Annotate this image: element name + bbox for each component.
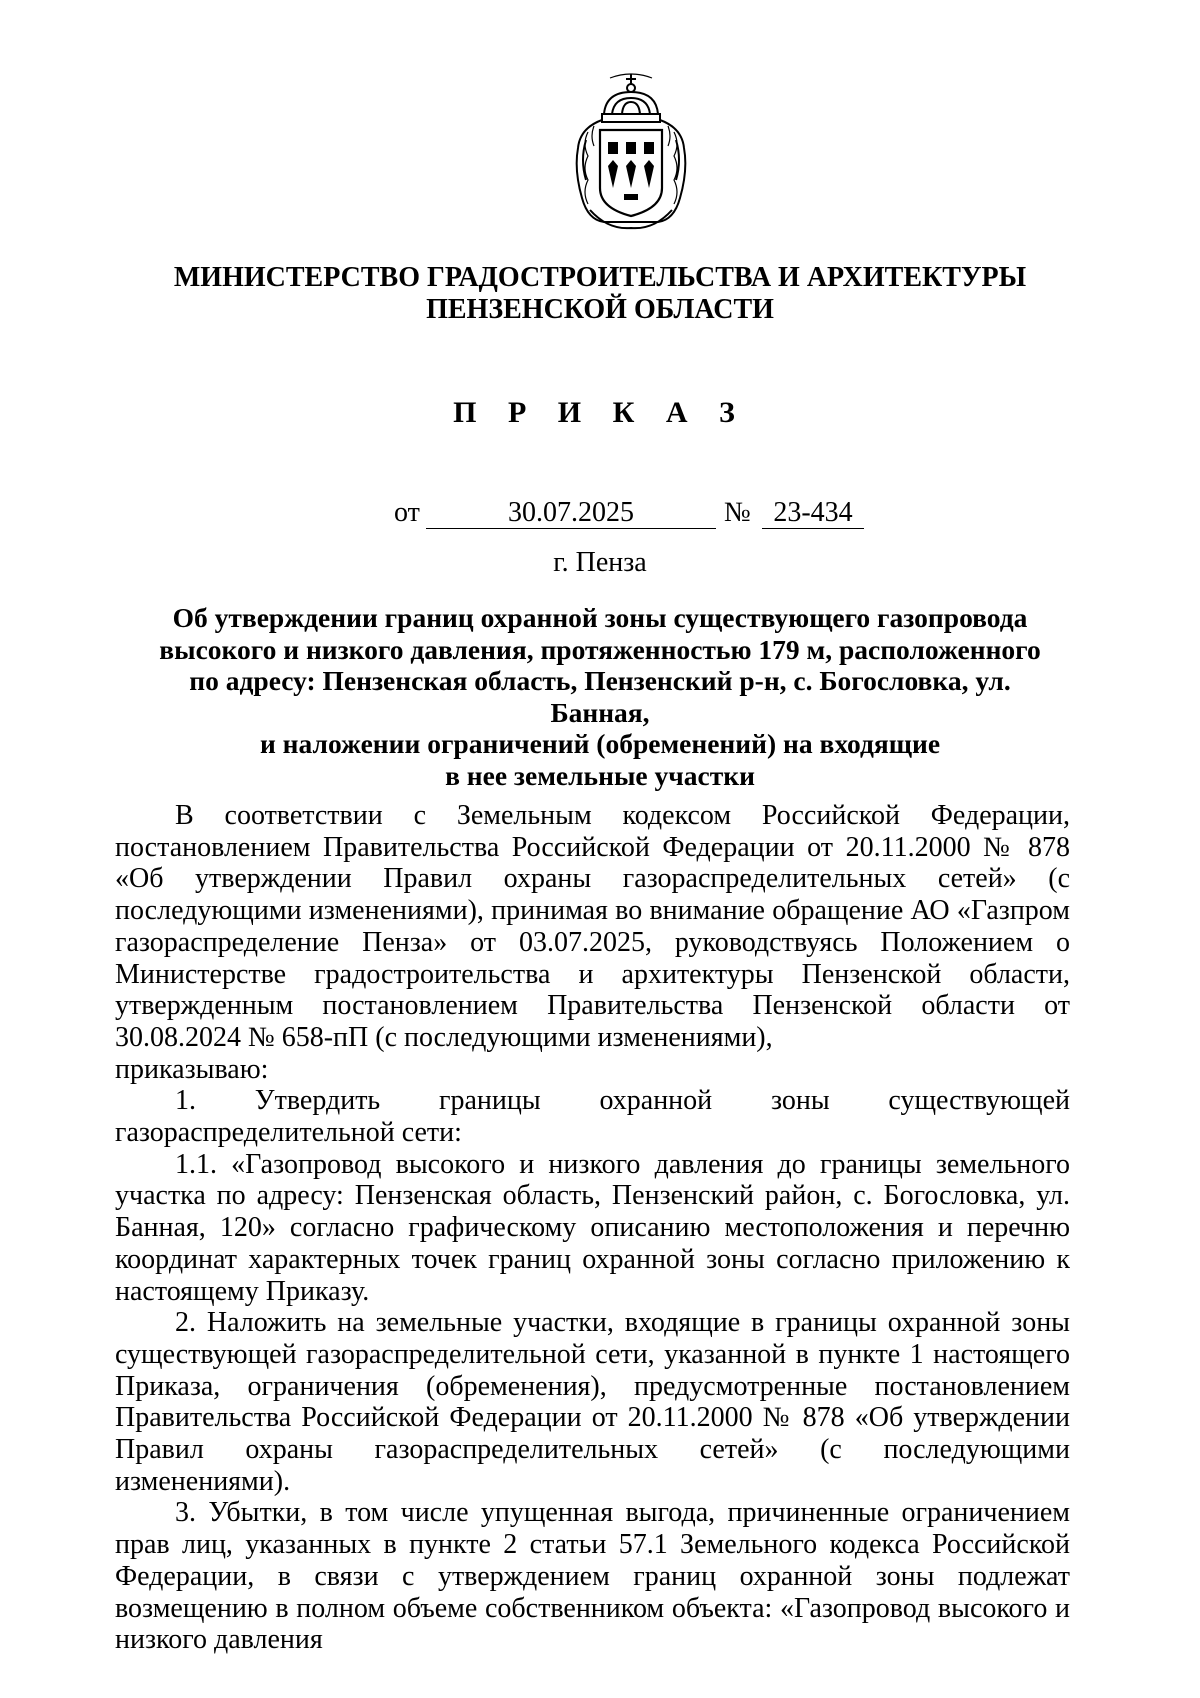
order-number-field: 23-434 — [762, 496, 864, 529]
item-1-1-paragraph: 1.1. «Газопровод высокого и низкого давления до границы земельного участка по адресу: Пензенская область, Пензенский район, с. Богословка, ул. Банная, 120» согласно графическому описанию местоположения и перечню координат характерных точек границ охранной зоны согласно приложению к настоящему Приказу. — [115, 1148, 1070, 1307]
subject-line-3: по адресу: Пензенская область, Пензенский р-н, с. Богословка, ул. Банная, — [189, 665, 1011, 728]
subject-line-1: Об утверждении границ охранной зоны существующего газопровода — [172, 602, 1028, 633]
ministry-line-2: ПЕНЗЕНСКОЙ ОБЛАСТИ — [426, 294, 774, 325]
document-type-title: П Р И К А З — [453, 396, 747, 429]
number-prefix-label: № — [724, 497, 751, 528]
ministry-line-1: МИНИСТЕРСТВО ГРАДОСТРОИТЕЛЬСТВА И АРХИТЕКТУРЫ — [173, 262, 1027, 293]
city-label: г. Пенза — [553, 547, 647, 578]
penza-coat-of-arms-icon — [568, 70, 694, 235]
date-prefix-label: от — [394, 497, 420, 528]
item-1-paragraph: 1. Утвердить границы охранной зоны существующей газораспределительной сети: — [115, 1085, 1070, 1149]
order-subject — [140, 602, 1060, 791]
item-2-paragraph: 2. Наложить на земельные участки, входящие в границы охранной зоны существующей газораспределительной сети, указанной в пункте 1 настоящего Приказа, ограничения (обременения), предусмотренные постановлением Правительства Российской Федерации от 20.11.2000 № 878 «Об утверждении Правил охраны газораспределительных сетей» (с последующими изменениями). — [115, 1307, 1070, 1497]
subject-line-2: высокого и низкого давления, протяженностью 179 м, расположенного — [159, 633, 1041, 665]
item-3-paragraph: 3. Убытки, в том числе упущенная выгода, причиненные ограничением прав лиц, указанных в пункте 2 статьи 57.1 Земельного кодекса Российской Федерации, в связи с утверждением границ охранной зоны подлежат возмещению в полном объеме собственником объекта: «Газопровод высокого и низкого давления — [115, 1497, 1070, 1656]
order-word: приказываю: — [115, 1053, 269, 1085]
ministry-name — [120, 262, 1080, 326]
order-body — [115, 800, 1070, 1656]
subject-line-5: в нее земельные участки — [445, 759, 755, 791]
order-date-field: 30.07.2025 — [426, 496, 716, 529]
subject-line-4: и наложении ограничений (обременений) на входящие — [259, 728, 941, 759]
preamble-paragraph: В соответствии с Земельным кодексом Российской Федерации, постановлением Правительства Российской Федерации от 20.11.2000 № 878 «Об утверждении Правил охраны газораспределительных сетей» (с последующими изменениями), принимая во внимание обращение АО «Газпром газораспределение Пенза» от 03.07.2025, руководствуясь Положением о Министерстве градостроительства и архитектуры Пензенской области, утвержденным постановлением Правительства Пензенской области от 30.08.2024 № 658-пП (с последующими изменениями), — [115, 800, 1070, 1053]
